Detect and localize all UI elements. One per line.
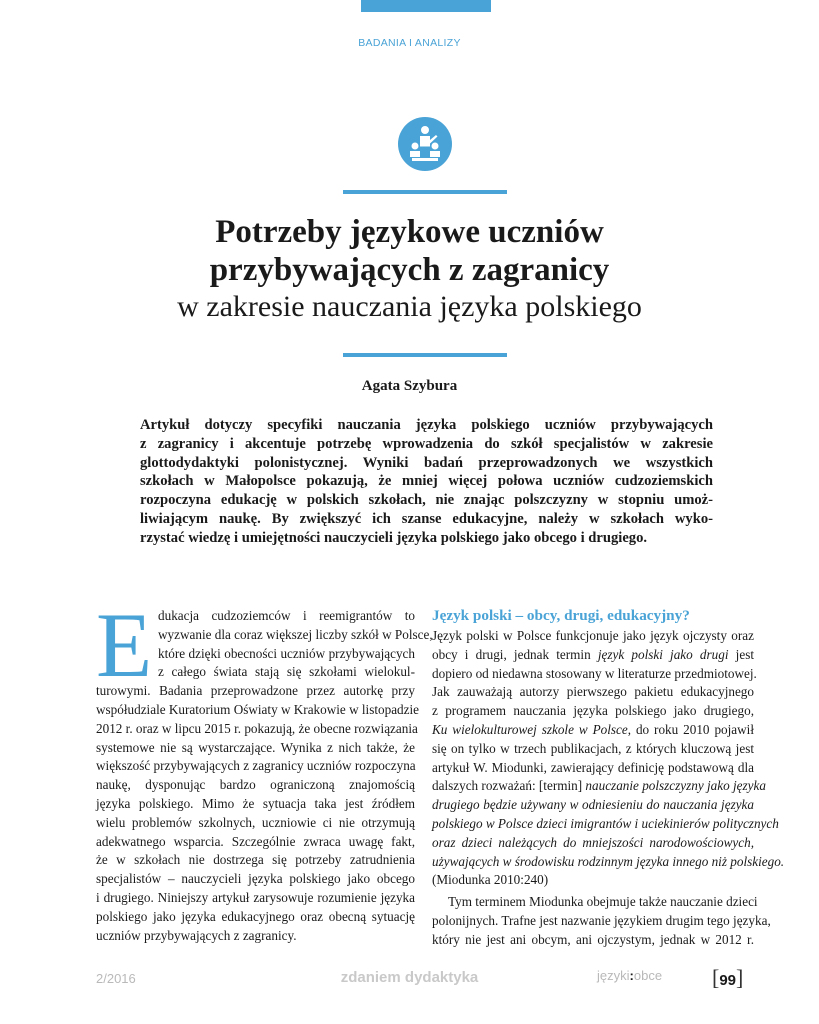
body-line: polskiego jako języka edukacyjnego oraz obecną sytuację	[96, 908, 415, 924]
body-line: z całego świata stają się szkołami wielokul-	[158, 664, 415, 680]
body-line: artykuł W. Miodunki, zawierający definicję podstawową dla	[432, 759, 754, 775]
body-line: który nie jest ani obcym, ani ojczystym, jednak w 2012 r.	[432, 931, 754, 947]
title-rule-top	[343, 190, 507, 194]
body-line: polonijnych. Trafne jest nazwanie językiem drugim tego języka,	[432, 912, 771, 928]
abstract-line: z zagranicy i akcentuje potrzebę wprowadzenia do szkół specjalistów w zakresie	[140, 435, 713, 452]
title-line-2: przybywających z zagranicy	[209, 252, 610, 288]
body-line: dukacja cudzoziemców i reemigrantów to	[158, 608, 415, 623]
text-run: jest	[728, 646, 754, 662]
text-run: obcy i drugi, jednak termin	[432, 646, 598, 662]
body-line: współudziale Kuratorium Oświaty w Krakowie w listopadzie	[96, 701, 420, 717]
article-subtitle: w zakresie nauczania języka polskiego	[177, 290, 642, 323]
body-line: które dzięki obecności uczniów przybywających	[158, 645, 415, 661]
bracket-close: ]	[736, 965, 744, 990]
body-line: Język polski w Polsce funkcjonuje jako język ojczysty oraz	[432, 628, 754, 643]
body-line: dopiero od niedawna stosowany w literaturze przedmiotowej.	[432, 665, 757, 681]
body-line: wyzwanie dla coraz większej liczby szkół w Polsce,	[158, 626, 433, 642]
abstract	[140, 416, 713, 548]
body-line: uczniów przybywających z zagranicy.	[96, 927, 297, 943]
title-rule-bottom	[343, 353, 507, 357]
section-label: BADANIA I ANALIZY	[358, 37, 461, 49]
right-column	[432, 607, 785, 950]
body-line: Tym terminem Miodunka obejmuje także nauczanie dzieci	[448, 894, 758, 910]
citation: (Miodunka 2010:240)	[432, 872, 549, 888]
body-line: i drugiego. Niniejszy artykuł zarysowuje rozumienie języka	[96, 889, 415, 905]
body-line	[432, 646, 754, 665]
body-line: turowymi. Badania przeprowadzone przez autorkę przy	[96, 683, 415, 699]
abstract-line: glottodydaktyki polonistycznej. Wyniki badań przeprowadzonych we wszystkich	[140, 454, 713, 471]
body-line: wielu problemów szkolnych, uczniowie ci nie otrzymują	[96, 814, 415, 830]
body-line: systemowe nie są wystarczające. Wynika z nich także, że	[96, 739, 415, 755]
body-line: z programem nauczania języka polskiego jako drugiego,	[432, 703, 754, 719]
magazine-brand	[597, 968, 662, 983]
italic-term: język polski jako drugi	[597, 646, 729, 662]
section-heading: Język polski – obcy, drugi, edukacyjny?	[432, 607, 690, 624]
body-line	[432, 721, 754, 740]
italic-definition: nauczanie polszczyzny jako języka	[585, 778, 766, 794]
author-name: Agata Szybura	[361, 378, 458, 394]
body-line: naukę, dysponując bardzo ograniczoną znajomością	[96, 777, 415, 793]
left-column	[96, 594, 433, 945]
text-run: dalszych rozważań: [termin]	[432, 778, 586, 794]
abstract-line: szkołach w Małopolsce pokazują, że mniej więcej połowa uczniów cudzoziemskich	[140, 473, 713, 490]
brand-right: obce	[633, 968, 663, 983]
abstract-line: rozpoczyna edukację w polskich szkołach, nie znając polszczyzny w stopniu umoż-	[140, 492, 713, 509]
body-line: się on tylko w trzech publikacjach, z których kluczową jest	[432, 740, 754, 756]
body-line: języka polskiego. Mimo że sytuacja taka jest źródłem	[96, 795, 415, 811]
brand-left: języki	[597, 968, 630, 983]
body-line: polskiego w Polsce dzieci imigrantów i uciekinierów politycznych	[432, 815, 779, 831]
abstract-line: Artykuł dotyczy specyfiki nauczania języka polskiego uczniów przybywających	[140, 417, 713, 433]
body-line: większość przybywających z zagranicy uczniów rozpoczyna	[96, 758, 416, 774]
body-line: adekwatnego wsparcia. Szczególnie zwraca uwagę fakt,	[96, 833, 415, 849]
page-number	[712, 965, 743, 991]
body-line: drugiego będzie używany w odniesieniu do nauczania języka	[432, 797, 754, 813]
body-line: Jak zauważają autorzy pierwszego pakietu edukacyjnego	[432, 684, 754, 700]
text-run: , do roku 2010 pojawił	[627, 721, 754, 737]
body-line: że w szkołach nie dostrzega się potrzeby zatrudnienia	[96, 852, 415, 868]
magazine-section: zdaniem dydaktyka	[340, 969, 479, 986]
body-line	[432, 777, 766, 796]
issue-number: 2/2016	[96, 971, 136, 986]
body-line: specjalistów – nauczycieli języka polskiego jako obcego	[96, 871, 415, 887]
article-title	[0, 213, 819, 289]
page-number-value: 99	[719, 972, 737, 989]
body-line: oraz dzieci należących do mniejszości narodowościowych,	[432, 834, 754, 850]
bracket-open: [	[712, 965, 720, 990]
drop-cap: E	[96, 594, 153, 696]
body-line: 2012 r. oraz w lipcu 2015 r. pokazują, że obecne rozwiązania	[96, 720, 418, 736]
title-line-1: Potrzeby językowe uczniów	[215, 214, 604, 250]
italic-book-title: Ku wielokulturowej szkole w Polsce	[432, 721, 628, 737]
abstract-line: liwiającym naukę. By zwiększyć ich szanse edukacyjne, należy w szkołach wyko-	[140, 510, 713, 527]
brand-separator: :	[629, 968, 634, 983]
abstract-line: rzystać wiedzę i umiejętności nauczycieli języka polskiego jako obcego i drugiego.	[140, 529, 648, 546]
body-line: używających w środowisku rodzinnym języka innego niż polskiego.	[432, 853, 785, 869]
top-accent-bar	[361, 0, 491, 12]
teacher-presentation-icon	[398, 117, 452, 171]
